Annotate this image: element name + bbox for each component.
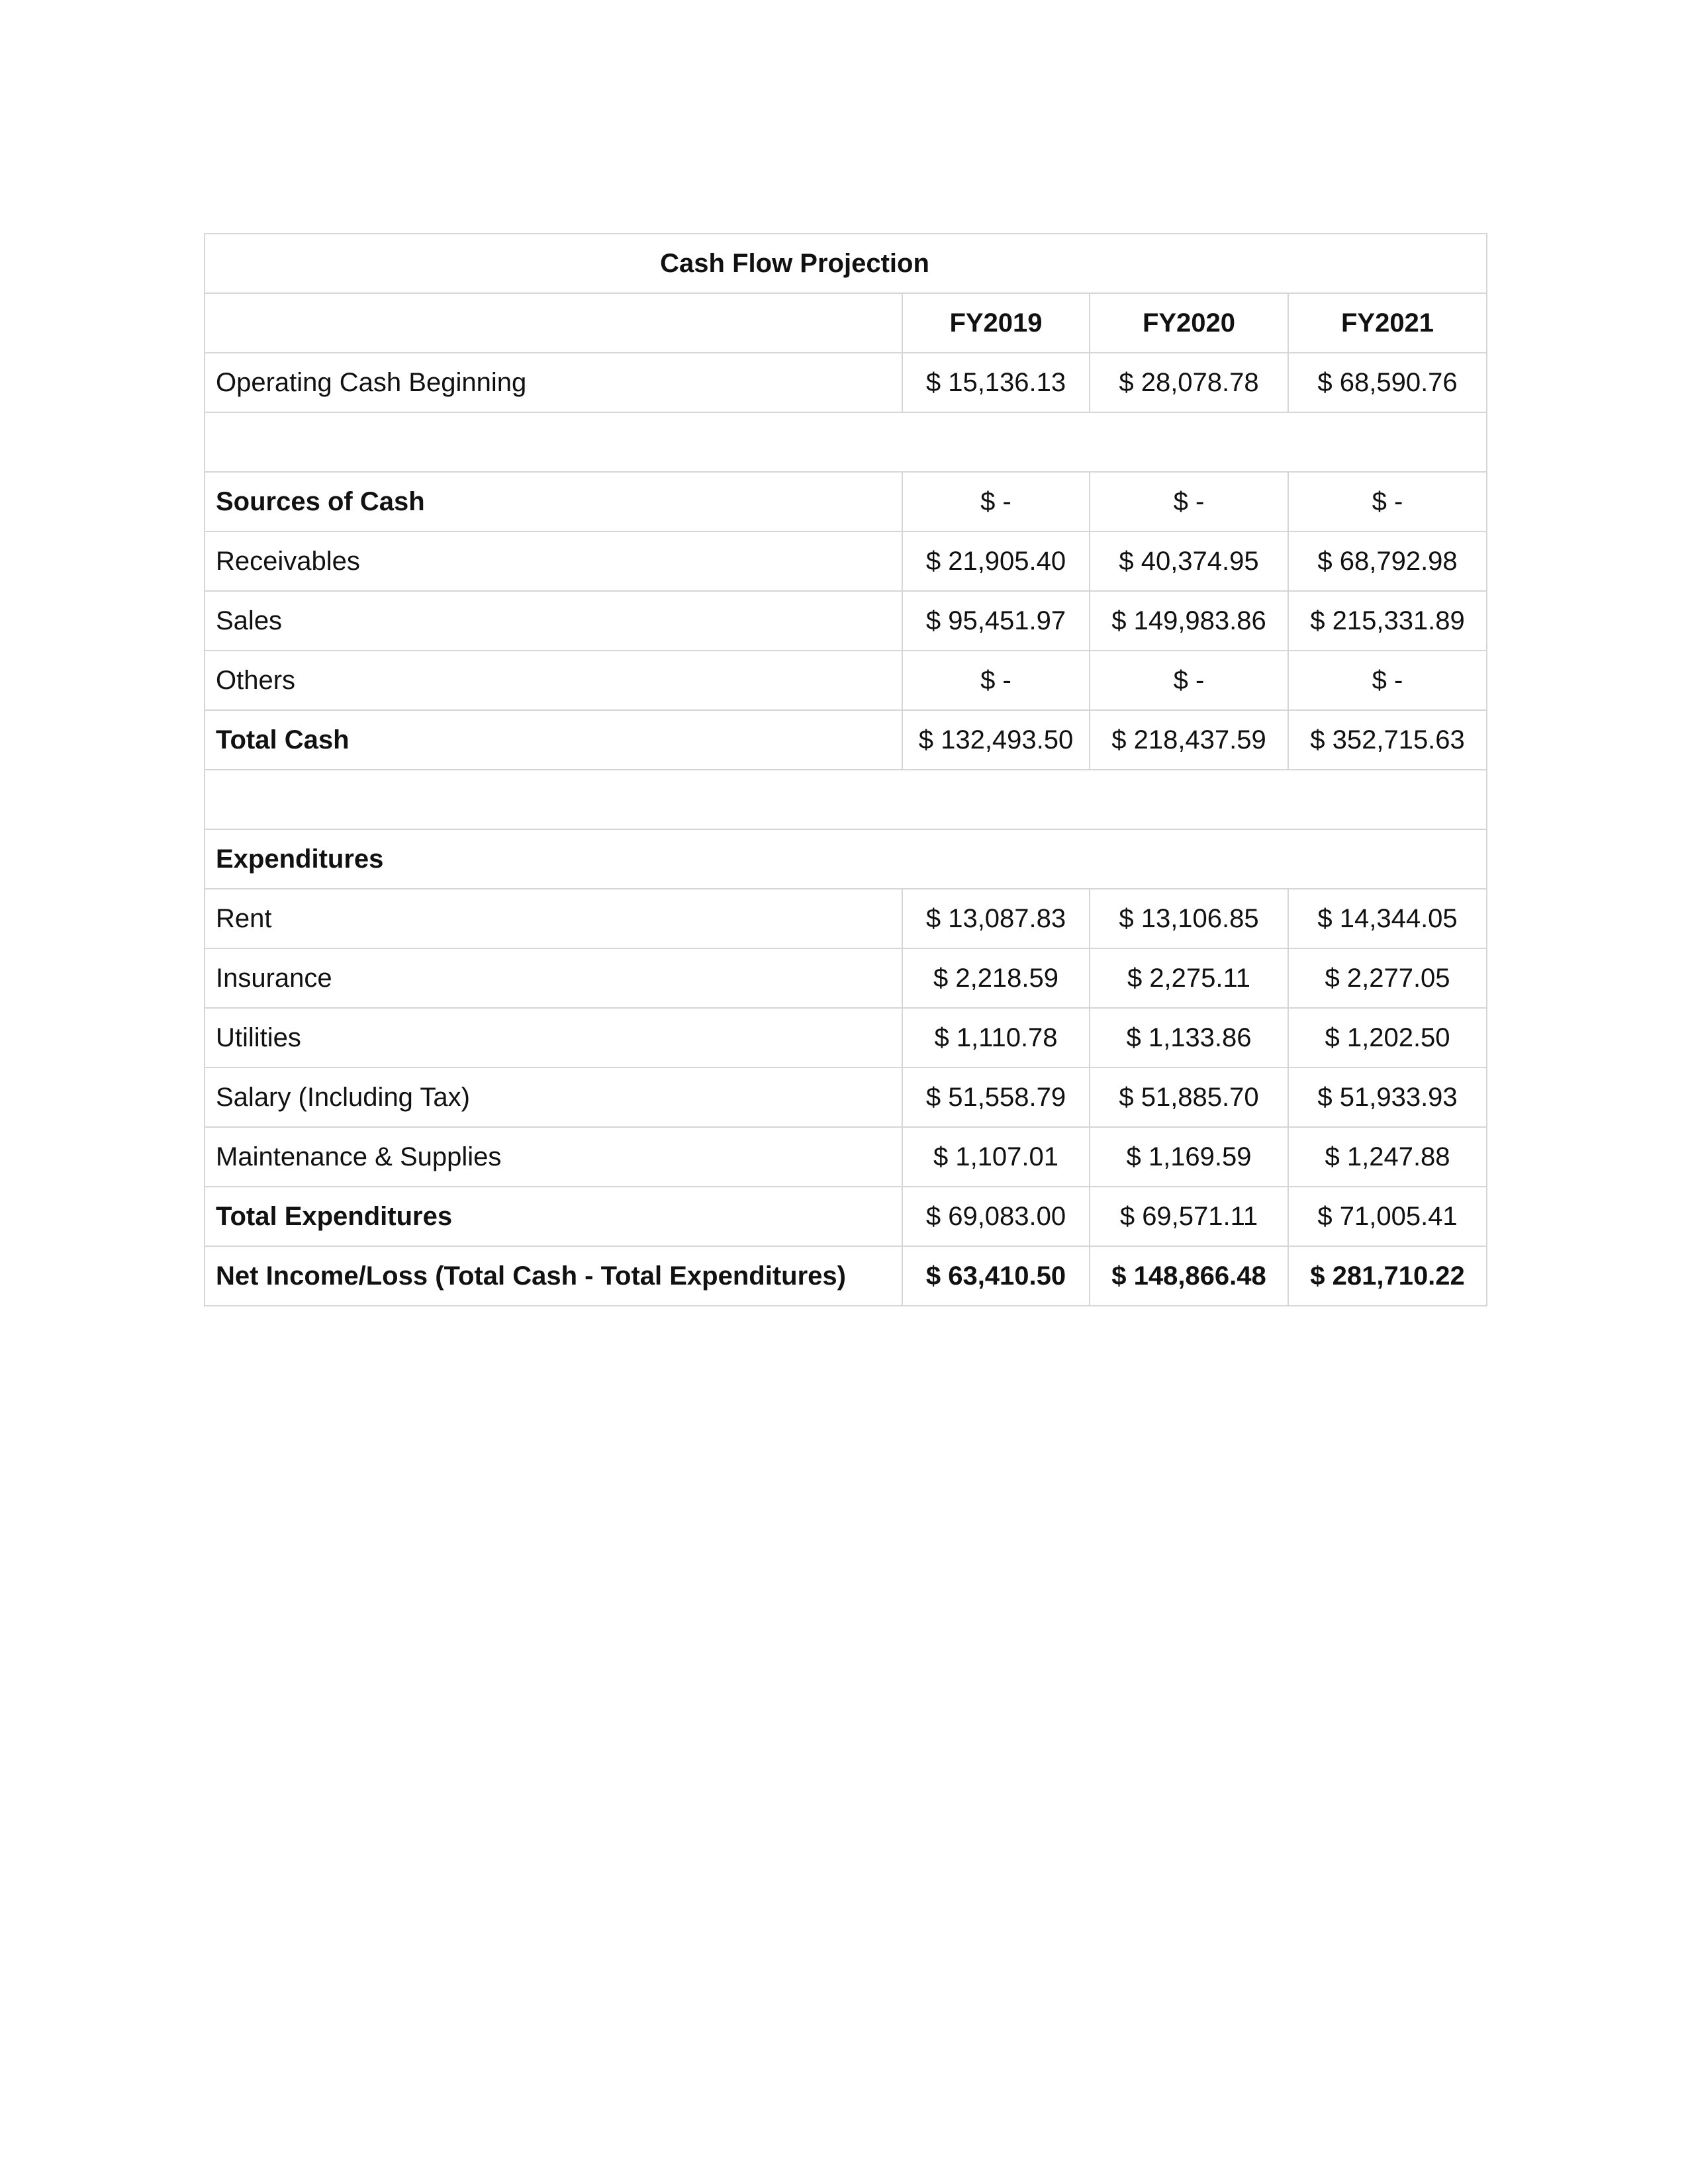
net-income-row [205, 1246, 1487, 1306]
value-cell: $ - [902, 651, 1090, 710]
cash-flow-sheet [204, 233, 1486, 1306]
spacer-row [205, 770, 1487, 829]
value-cell: $ 1,169.59 [1090, 1127, 1288, 1187]
row-label: Net Income/Loss (Total Cash - Total Expenditures) [205, 1246, 902, 1306]
spacer-row [205, 412, 1487, 472]
value-cell: $ 51,558.79 [902, 1068, 1090, 1127]
value-cell: $ - [1288, 651, 1487, 710]
total-expenditures-row [205, 1187, 1487, 1246]
table-row-receivables [205, 531, 1487, 591]
value-cell: $ 95,451.97 [902, 591, 1090, 651]
value-cell: $ - [1288, 472, 1487, 531]
table-row-utilities [205, 1008, 1487, 1068]
value-cell: $ - [902, 472, 1090, 531]
table-row-others [205, 651, 1487, 710]
section-label: Sources of Cash [205, 472, 902, 531]
table-row-maintenance [205, 1127, 1487, 1187]
value-cell: $ 1,133.86 [1090, 1008, 1288, 1068]
value-cell: $ 51,885.70 [1090, 1068, 1288, 1127]
year-header: FY2021 [1288, 293, 1487, 353]
section-header-sources [205, 472, 1487, 531]
value-cell: $ 132,493.50 [902, 710, 1090, 770]
row-label: Maintenance & Supplies [205, 1127, 902, 1187]
value-cell: $ 63,410.50 [902, 1246, 1090, 1306]
table-row-operating-cash-beginning [205, 353, 1487, 412]
value-cell: $ 149,983.86 [1090, 591, 1288, 651]
value-cell: $ 69,571.11 [1090, 1187, 1288, 1246]
value-cell: $ 21,905.40 [902, 531, 1090, 591]
table-row-salary [205, 1068, 1487, 1127]
table-row-insurance [205, 948, 1487, 1008]
value-cell: $ 281,710.22 [1288, 1246, 1487, 1306]
value-cell: $ 1,107.01 [902, 1127, 1090, 1187]
value-cell: $ - [1090, 651, 1288, 710]
row-label: Utilities [205, 1008, 902, 1068]
section-label: Expenditures [205, 829, 1487, 889]
year-header-blank [205, 293, 902, 353]
value-cell: $ 352,715.63 [1288, 710, 1487, 770]
value-cell: $ 2,277.05 [1288, 948, 1487, 1008]
value-cell: $ 14,344.05 [1288, 889, 1487, 948]
row-label: Rent [205, 889, 902, 948]
row-label: Sales [205, 591, 902, 651]
value-cell: $ - [1090, 472, 1288, 531]
value-cell: $ 71,005.41 [1288, 1187, 1487, 1246]
cash-flow-table [204, 233, 1487, 1306]
year-header: FY2019 [902, 293, 1090, 353]
table-row-rent [205, 889, 1487, 948]
value-cell: $ 215,331.89 [1288, 591, 1487, 651]
value-cell: $ 2,218.59 [902, 948, 1090, 1008]
row-label: Total Expenditures [205, 1187, 902, 1246]
year-header: FY2020 [1090, 293, 1288, 353]
value-cell: $ 13,106.85 [1090, 889, 1288, 948]
year-header-row [205, 293, 1487, 353]
row-label: Operating Cash Beginning [205, 353, 902, 412]
row-label: Receivables [205, 531, 902, 591]
value-cell: $ 218,437.59 [1090, 710, 1288, 770]
value-cell: $ 13,087.83 [902, 889, 1090, 948]
title-row [205, 234, 1487, 293]
value-cell: $ 28,078.78 [1090, 353, 1288, 412]
total-cash-row [205, 710, 1487, 770]
row-label: Insurance [205, 948, 902, 1008]
section-header-expenditures [205, 829, 1487, 889]
value-cell: $ 15,136.13 [902, 353, 1090, 412]
table-row-sales [205, 591, 1487, 651]
row-label: Others [205, 651, 902, 710]
value-cell: $ 1,247.88 [1288, 1127, 1487, 1187]
value-cell: $ 1,110.78 [902, 1008, 1090, 1068]
row-label: Salary (Including Tax) [205, 1068, 902, 1127]
spacer-cell [205, 770, 1487, 829]
value-cell: $ 68,792.98 [1288, 531, 1487, 591]
table-title: Cash Flow Projection [205, 234, 1487, 293]
value-cell: $ 51,933.93 [1288, 1068, 1487, 1127]
row-label: Total Cash [205, 710, 902, 770]
value-cell: $ 148,866.48 [1090, 1246, 1288, 1306]
value-cell: $ 69,083.00 [902, 1187, 1090, 1246]
value-cell: $ 68,590.76 [1288, 353, 1487, 412]
spacer-cell [205, 412, 1487, 472]
value-cell: $ 2,275.11 [1090, 948, 1288, 1008]
value-cell: $ 40,374.95 [1090, 531, 1288, 591]
value-cell: $ 1,202.50 [1288, 1008, 1487, 1068]
